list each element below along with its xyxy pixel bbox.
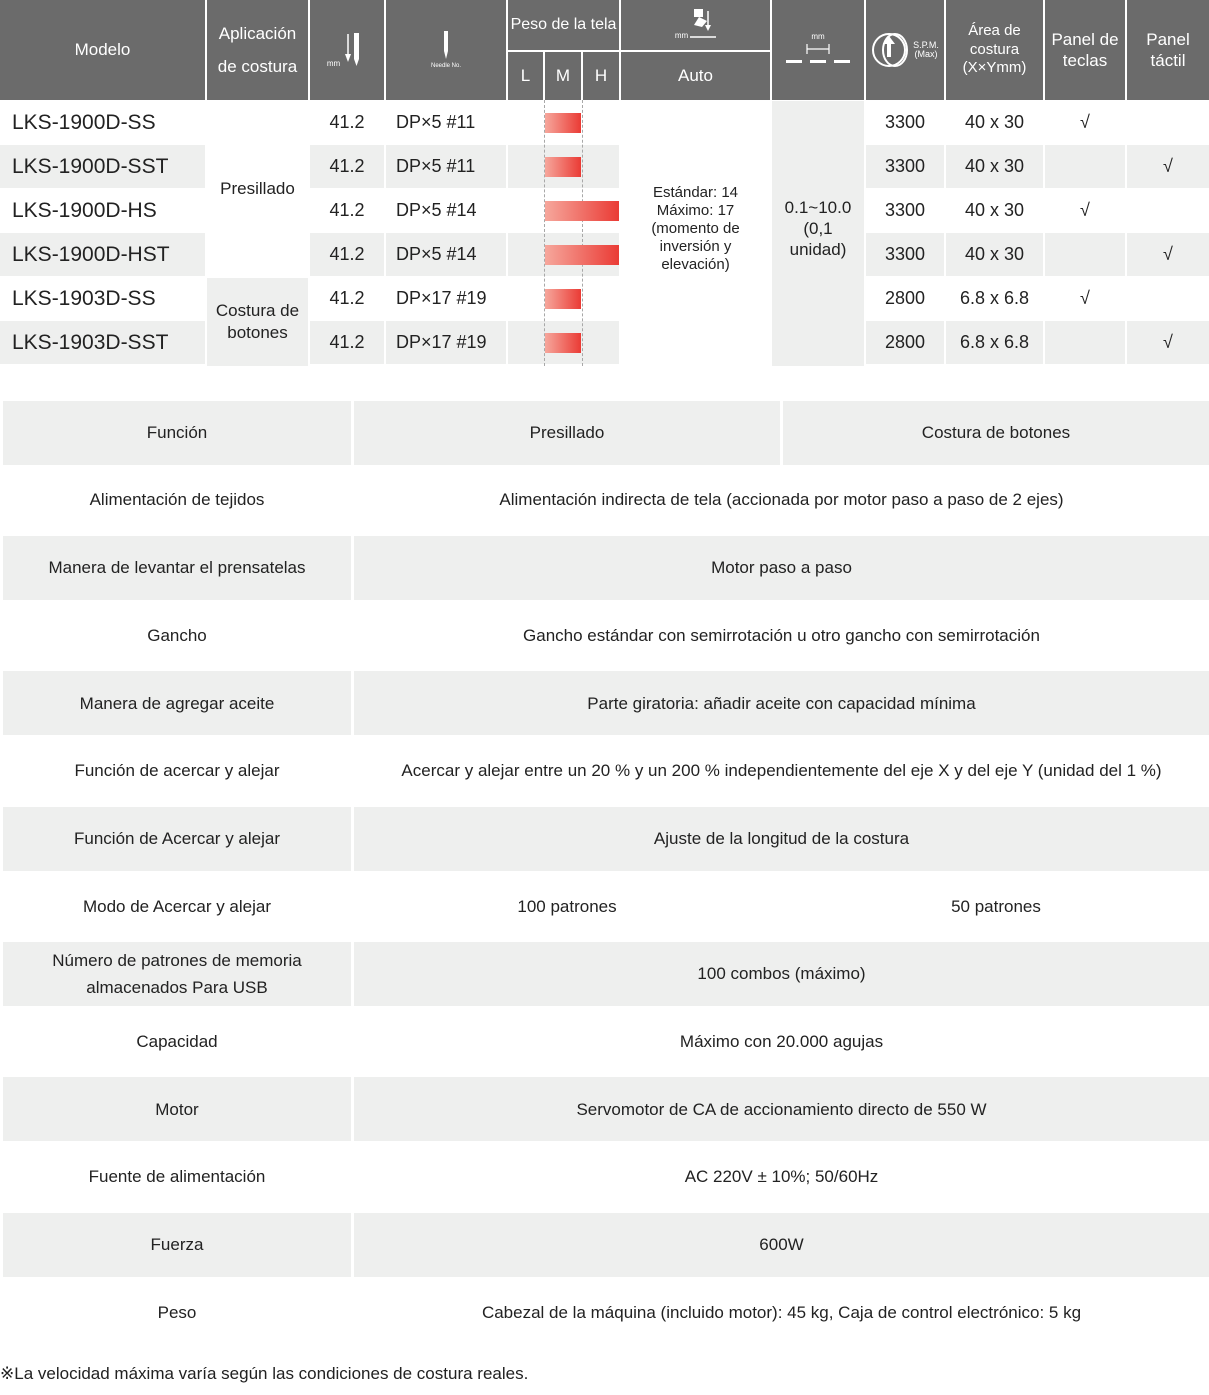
spec-area-value: 40 x 30 (964, 200, 1025, 220)
presser-auto-label: Auto (678, 66, 713, 86)
spec-cell-needle (386, 233, 506, 276)
spec-spm-value: 2800 (884, 288, 926, 308)
spec-stroke-value: 41.2 (329, 332, 365, 352)
header-needle (386, 0, 506, 100)
spec-cell-key-panel (1045, 233, 1125, 276)
spec-cell-model (0, 233, 205, 276)
spec-cell-area (946, 321, 1043, 364)
function-row (0, 1213, 1209, 1277)
spec-cell-key-panel (1045, 321, 1125, 364)
function-row-value: 50 patrones (951, 896, 1041, 916)
spec-cell-touch-panel (1127, 277, 1209, 320)
function-label-line: Manera de levantar el prensatelas (48, 558, 306, 578)
spec-cell-stroke (310, 101, 384, 144)
spec-stroke-value: 41.2 (329, 244, 365, 264)
application-buttons (207, 278, 308, 366)
header-needle-bar-stroke (310, 0, 384, 100)
fabric-weight-label: Peso de la tela (510, 16, 617, 33)
application-presillado-label: Presillado (220, 179, 295, 198)
function-label-line: Peso (157, 1302, 197, 1322)
spec-needle-value: DP×5 #14 (396, 244, 477, 264)
needle-icon (440, 30, 452, 60)
function-label-line: Fuente de alimentación (88, 1167, 266, 1187)
spec-cell-area (946, 233, 1043, 276)
presser-foot-icon (690, 7, 716, 43)
spec-model-value: LKS-1900D-SS (12, 110, 156, 134)
spec-touch-panel-value: √ (1163, 156, 1173, 176)
spec-cell-spm (866, 145, 944, 188)
spec-spm-value: 3300 (884, 244, 926, 264)
function-row-label (3, 1145, 351, 1209)
header-sewing-area (946, 0, 1043, 100)
function-row (0, 536, 1209, 600)
spec-cell-spm (866, 101, 944, 144)
spec-cell-model (0, 145, 205, 188)
function-row (0, 468, 1209, 532)
weight-L-label: L (520, 66, 531, 86)
spec-cell-spm (866, 277, 944, 320)
spec-cell-area (946, 277, 1043, 320)
spec-area-value: 40 x 30 (964, 156, 1025, 176)
spec-touch-panel-value: √ (1163, 244, 1173, 264)
spec-cell-area (946, 145, 1043, 188)
presser-unit-label: mm (674, 31, 689, 40)
function-row-label (3, 1213, 351, 1277)
spec-cell-needle (386, 101, 506, 144)
header-weight-L (508, 52, 543, 100)
spec-needle-value: DP×17 #19 (396, 332, 487, 352)
stroke-unit-label: mm (326, 59, 341, 68)
weight-H-label: H (594, 66, 608, 86)
spec-cell-stroke (310, 189, 384, 232)
header-application-line1: Aplicación (218, 23, 297, 43)
function-row (0, 1280, 1209, 1344)
spec-cell-spm (866, 321, 944, 364)
header-model-label: Modelo (74, 40, 131, 60)
spec-area-value: 6.8 x 6.8 (959, 288, 1030, 308)
application-presillado (207, 101, 308, 277)
spec-cell-key-panel (1045, 145, 1125, 188)
function-row (0, 807, 1209, 871)
spec-cell-model (0, 321, 205, 364)
spm-max-label: (Max) (914, 49, 938, 59)
function-row (0, 1077, 1209, 1141)
header-weight-H (583, 52, 619, 100)
spec-cell-spm (866, 233, 944, 276)
spec-cell-touch-panel (1127, 101, 1209, 144)
fabric-weight-bar (545, 201, 619, 221)
function-row-label (3, 671, 351, 735)
spec-cell-key-panel (1045, 189, 1125, 232)
spec-cell-needle (386, 189, 506, 232)
function-label-line: Número de patrones de memoria (52, 950, 302, 970)
presser-note-3: elevación) (661, 255, 730, 273)
spec-area-value: 40 x 30 (964, 244, 1025, 264)
function-row-value: Servomotor de CA de accionamiento directo de 550 W (354, 1077, 1209, 1141)
function-label-line: Motor (155, 1099, 199, 1119)
spec-model-value: LKS-1903D-SS (12, 286, 156, 310)
fabric-weight-bar (545, 333, 581, 353)
presser-max: Máximo: 17 (656, 201, 735, 219)
footnote: ※La velocidad máxima varía según las condiciones de costura reales. (0, 1364, 529, 1383)
spec-needle-value: DP×17 #19 (396, 288, 487, 308)
function-row (0, 603, 1209, 667)
spec-key-panel-value: √ (1080, 200, 1090, 220)
spec-cell-area (946, 101, 1043, 144)
function-header-presillado: Presillado (354, 401, 780, 465)
spec-cell-stroke (310, 321, 384, 364)
key-panel-line2: teclas (1062, 51, 1108, 70)
function-row-label (3, 1077, 351, 1141)
function-label-line: Función de Acercar y alejar (74, 828, 280, 848)
stitch-length-icon (785, 42, 851, 68)
speed-icon (871, 32, 911, 68)
stitch-length-unit-1: (0,1 (803, 218, 833, 238)
function-row-value: Alimentación indirecta de tela (accionada por motor paso a paso de 2 ejes) (499, 490, 1064, 510)
function-row-label (3, 1010, 351, 1074)
function-label-line: Gancho (147, 625, 207, 645)
spec-model-value: LKS-1903D-SST (12, 330, 169, 354)
function-label-line: Capacidad (136, 1032, 218, 1051)
touch-panel-line1: Panel (1146, 29, 1190, 49)
area-line2: costura (969, 40, 1020, 58)
function-row-label (3, 1280, 351, 1344)
stitch-length-unit-2: unidad) (789, 240, 847, 260)
spec-cell-spm (866, 189, 944, 232)
spec-cell-key-panel (1045, 101, 1125, 144)
spec-key-panel-value: √ (1080, 288, 1090, 308)
spec-key-panel-value: √ (1080, 112, 1090, 132)
presser-standard: Estándar: 14 (652, 183, 739, 201)
function-row-value: 100 combos (máximo) (354, 942, 1209, 1006)
area-line1: Área de (968, 21, 1021, 39)
function-row-label (3, 536, 351, 600)
spec-spm-value: 3300 (884, 156, 926, 176)
spec-spm-value: 3300 (884, 112, 926, 132)
function-row-label (3, 468, 351, 532)
spec-cell-model (0, 101, 205, 144)
header-application-line2: de costura (217, 57, 298, 76)
function-row (0, 1010, 1209, 1074)
header-weight-M (545, 52, 581, 100)
weight-M-label: M (555, 66, 571, 86)
spec-cell-touch-panel (1127, 189, 1209, 232)
spec-cell-area (946, 189, 1043, 232)
function-row-label (3, 739, 351, 803)
function-row (0, 671, 1209, 735)
header-presser-lift (621, 0, 770, 50)
spec-cell-needle (386, 321, 506, 364)
function-row-value: 100 patrones (517, 896, 617, 916)
header-spm (866, 0, 944, 100)
header-touch-panel (1127, 0, 1209, 100)
presser-lift-values (621, 101, 770, 366)
presser-note-2: inversión y (659, 237, 732, 255)
function-row-value: Máximo con 20.000 agujas (679, 1032, 884, 1051)
fabric-weight-bar (545, 113, 581, 133)
touch-panel-line2: táctil (1150, 51, 1186, 70)
function-row (0, 874, 1209, 938)
function-label-line: Fuerza (150, 1235, 204, 1255)
spec-model-value: LKS-1900D-SST (12, 154, 169, 178)
function-header-label: Función (3, 401, 351, 465)
function-header-buttons: Costura de botones (783, 401, 1209, 465)
spec-cell-touch-panel (1127, 321, 1209, 364)
spec-cell-needle (386, 277, 506, 320)
function-row-value: Parte giratoria: añadir aceite con capacidad mínima (354, 671, 1209, 735)
function-row-value: Motor paso a paso (354, 536, 1209, 600)
function-row-label (3, 603, 351, 667)
needle-stroke-icon (343, 30, 367, 70)
function-label-line: almacenados Para USB (86, 977, 268, 997)
header-stitch-length (772, 0, 864, 100)
spec-touch-panel-value: √ (1163, 332, 1173, 352)
spec-cell-model (0, 189, 205, 232)
function-label-line: Alimentación de tejidos (89, 490, 265, 510)
function-label-line: Manera de agregar aceite (79, 693, 275, 713)
spec-cell-needle (386, 145, 506, 188)
function-row (0, 1145, 1209, 1209)
spec-stroke-value: 41.2 (329, 200, 365, 220)
function-label-line: Función de acercar y alejar (74, 761, 280, 781)
function-row-value: Ajuste de la longitud de la costura (354, 807, 1209, 871)
weight-divider-1 (544, 100, 545, 366)
function-label-line: Modo de Acercar y alejar (82, 896, 272, 916)
spec-cell-model (0, 277, 205, 320)
header-application (207, 0, 308, 100)
function-row-value: AC 220V ± 10%; 50/60Hz (684, 1167, 879, 1187)
fabric-weight-bar (545, 157, 581, 177)
spec-stroke-value: 41.2 (329, 156, 365, 176)
spm-label: S.P.M. (913, 40, 939, 50)
function-row-value: 600W (354, 1213, 1209, 1277)
needle-label: Needle No. (430, 62, 462, 69)
function-header-row (0, 401, 1209, 465)
spec-model-value: LKS-1900D-HS (12, 198, 157, 222)
spec-cell-stroke (310, 233, 384, 276)
spec-cell-key-panel (1045, 277, 1125, 320)
function-row-label (3, 942, 351, 1006)
spec-area-value: 6.8 x 6.8 (959, 332, 1030, 352)
spec-cell-touch-panel (1127, 233, 1209, 276)
spec-model-value: LKS-1900D-HST (12, 242, 170, 266)
spec-cell-stroke (310, 277, 384, 320)
area-line3: (X×Ymm) (962, 59, 1027, 77)
header-key-panel (1045, 0, 1125, 100)
stitch-length-range: 0.1~10.0 (784, 197, 852, 217)
spec-cell-stroke (310, 145, 384, 188)
spec-stroke-value: 41.2 (329, 288, 365, 308)
header-model (0, 0, 205, 100)
spec-needle-value: DP×5 #14 (396, 200, 477, 220)
spec-spm-value: 3300 (884, 200, 926, 220)
function-row-value: Cabezal de la máquina (incluido motor): 45 kg, Caja de control electrónico: 5 kg (481, 1302, 1082, 1322)
function-row-value: Acercar y alejar entre un 20 % y un 200 % independientemente del eje X y del eje Y (unidad del 1 %) (401, 761, 1162, 781)
function-row-label (3, 874, 351, 938)
presser-note-1: (momento de (651, 219, 740, 237)
function-row-value: Gancho estándar con semirrotación u otro gancho con semirrotación (523, 625, 1040, 645)
weight-divider-2 (582, 100, 583, 366)
function-row (0, 739, 1209, 803)
spec-needle-value: DP×5 #11 (396, 112, 476, 132)
header-fabric-weight (508, 0, 619, 50)
fabric-weight-bar (545, 289, 581, 309)
spec-spm-value: 2800 (884, 332, 926, 352)
function-row-label (3, 807, 351, 871)
spec-cell-touch-panel (1127, 145, 1209, 188)
stitch-length-unit-label: mm (811, 32, 825, 41)
stitch-length-values (772, 101, 864, 366)
spec-area-value: 40 x 30 (964, 112, 1025, 132)
fabric-weight-bar (545, 245, 619, 265)
spm-label-group (913, 41, 939, 59)
spec-needle-value: DP×5 #11 (396, 156, 476, 176)
application-buttons-label: Costura de botones (215, 300, 300, 342)
key-panel-line1: Panel de (1051, 29, 1119, 49)
header-presser-auto (621, 52, 770, 100)
function-row (0, 942, 1209, 1006)
spec-stroke-value: 41.2 (329, 112, 365, 132)
spec-table (0, 0, 1209, 366)
